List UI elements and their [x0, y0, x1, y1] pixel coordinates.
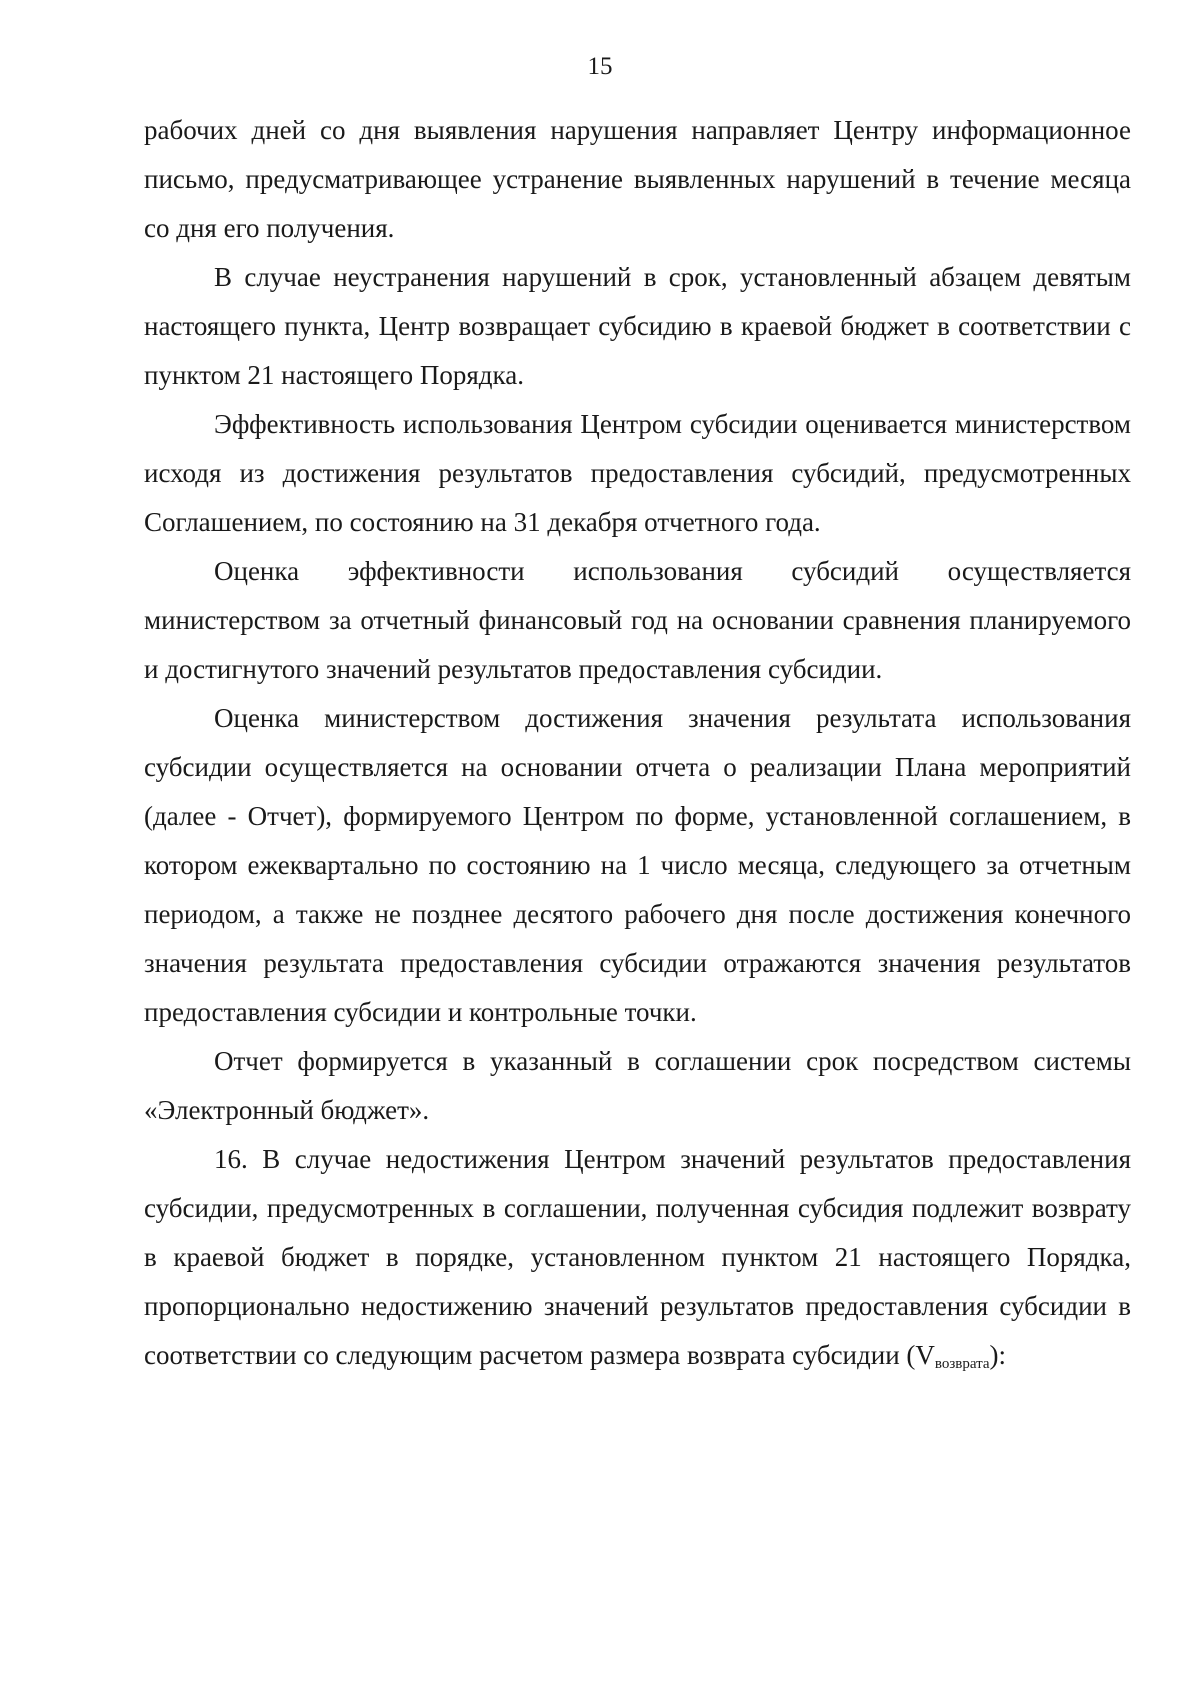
page-number: 15	[587, 53, 613, 80]
formula-tail: ):	[989, 1340, 1007, 1370]
paragraph-efficiency: Эффективность использования Центром субсидии оценивается министерством исходя из достижения результатов предоставления субсидий, предусмотренных Соглашением, по состоянию на 31 декабря отчетного года.	[144, 409, 1131, 537]
paragraph-16-text: 16. В случае недостижения Центром значений результатов предоставления субсидии, предусмотренных в соглашении, полученная субсидия подлежит возврату в краевой бюджет в порядке, установленном пунктом 21 настоящего Порядка, пропорционально недостижению значений результатов предоставления субсидии в соответствии со следующим расчетом размера возврата субсидии (V	[144, 1144, 1131, 1370]
paragraph-result-assessment: Оценка министерством достижения значения результата использования субсидии осуществляется на основании отчета о реализации Плана мероприятий (далее - Отчет), формируемого Центром по форме, установленной соглашением, в котором ежеквартально по состоянию на 1 число месяца, следующего за отчетным периодом, а также не позднее десятого рабочего дня после достижения конечного значения результата предоставления субсидии отражаются значения результатов предоставления субсидии и контрольные точки.	[144, 703, 1131, 1027]
paragraph-non-elimination: В случае неустранения нарушений в срок, установленный абзацем девятым настоящего пункта, Центр возвращает субсидию в краевой бюджет в соответствии с пунктом 21 настоящего Порядка.	[144, 262, 1131, 390]
formula-subscript: возврата	[934, 1356, 990, 1372]
paragraph-violation-notice: рабочих дней со дня выявления нарушения направляет Центру информационное письмо, предусматривающее устранение выявленных нарушений в течение месяца со дня его получения.	[144, 115, 1131, 243]
paragraph-16-return	[144, 1135, 1131, 1389]
document-body	[144, 106, 1131, 1389]
paragraph-efficiency-assessment: Оценка эффективности использования субсидий осуществляется министерством за отчетный финансовый год на основании сравнения планируемого и достигнутого значений результатов предоставления субсидии.	[144, 556, 1131, 684]
paragraph-report-formation: Отчет формируется в указанный в соглашении срок посредством системы «Электронный бюджет».	[144, 1046, 1131, 1125]
